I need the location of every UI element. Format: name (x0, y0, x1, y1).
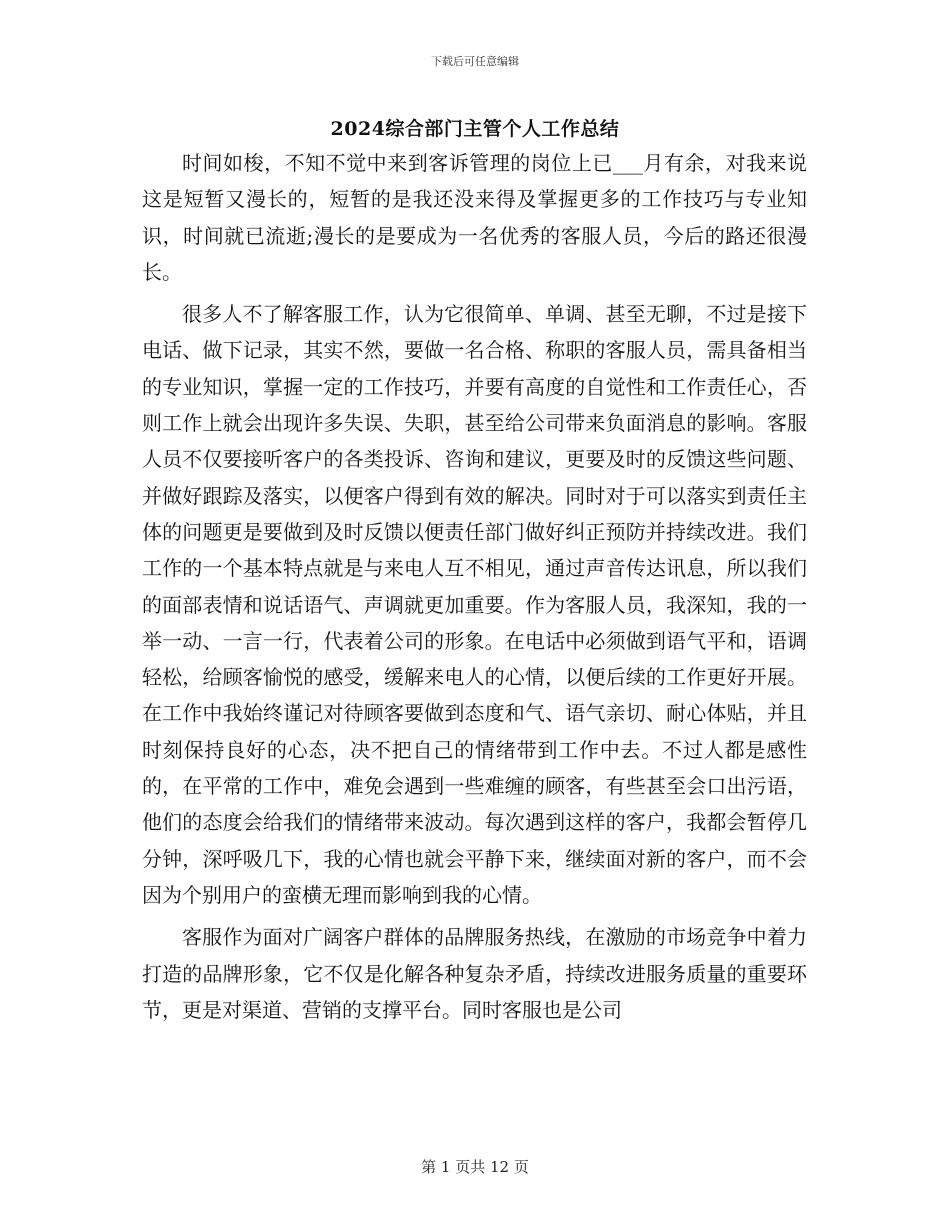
document-title: 2024综合部门主管个人工作总结 (330, 118, 620, 140)
paragraph: 时间如梭，不知不觉中来到客诉管理的岗位上已___月有余，对我来说这是短暂又漫长的，短暂的是我还没来得及掌握更多的工作技巧与专业知识，时间就已流逝;漫长的是要成为一名优秀的客服人员，今后的路还很漫长。 (142, 151, 807, 284)
header-note: 下载后可任意编辑 (431, 55, 519, 68)
page-number-footer: 第 1 页共 12 页 (421, 1158, 529, 1176)
paragraph: 很多人不了解客服工作，认为它很简单、单调、甚至无聊，不过是接下电话、做下记录，其实不然，要做一名合格、称职的客服人员，需具备相当的专业知识，掌握一定的工作技巧，并要有高度的自觉性和工作责任心，否则工作上就会出现许多失误、失职，甚至给公司带来负面消息的影响。客服人员不仅要接听客户的各类投诉、咨询和建议，更要及时的反馈这些问题、并做好跟踪及落实，以便客户得到有效的解决。同时对于可以落实到责任主体的问题更是要做到及时反馈以便责任部门做好纠正预防并持续改进。我们工作的一个基本特点就是与来电人互不相见，通过声音传达讯息，所以我们的面部表情和说话语气、声调就更加重要。作为客服人员，我深知，我的一举一动、一言一行，代表着公司的形象。在电话中必须做到语气平和，语调轻松，给顾客愉悦的感受，缓解来电人的心情，以便后续的工作更好开展。在工作中我始终谨记对待顾客要做到态度和气、语气亲切、耐心体贴，并且时刻保持良好的心态，决不把自己的情绪带到工作中去。不过人都是感性的，在平常的工作中，难免会遇到一些难缠的顾客，有些甚至会口出污语，他们的态度会给我们的情绪带来波动。每次遇到这样的客户，我都会暂停几分钟，深呼吸几下，我的心情也就会平静下来，继续面对新的客户，而不会因为个别用户的蛮横无理而影响到我的心情。 (142, 302, 807, 907)
paragraph: 客服作为面对广阔客户群体的品牌服务热线，在激励的市场竞争中着力打造的品牌形象，它不仅是化解各种复杂矛盾，持续改进服务质量的重要环节，更是对渠道、营销的支撑平台。同时客服也是公司 (142, 925, 807, 1022)
document-body (142, 145, 807, 1034)
